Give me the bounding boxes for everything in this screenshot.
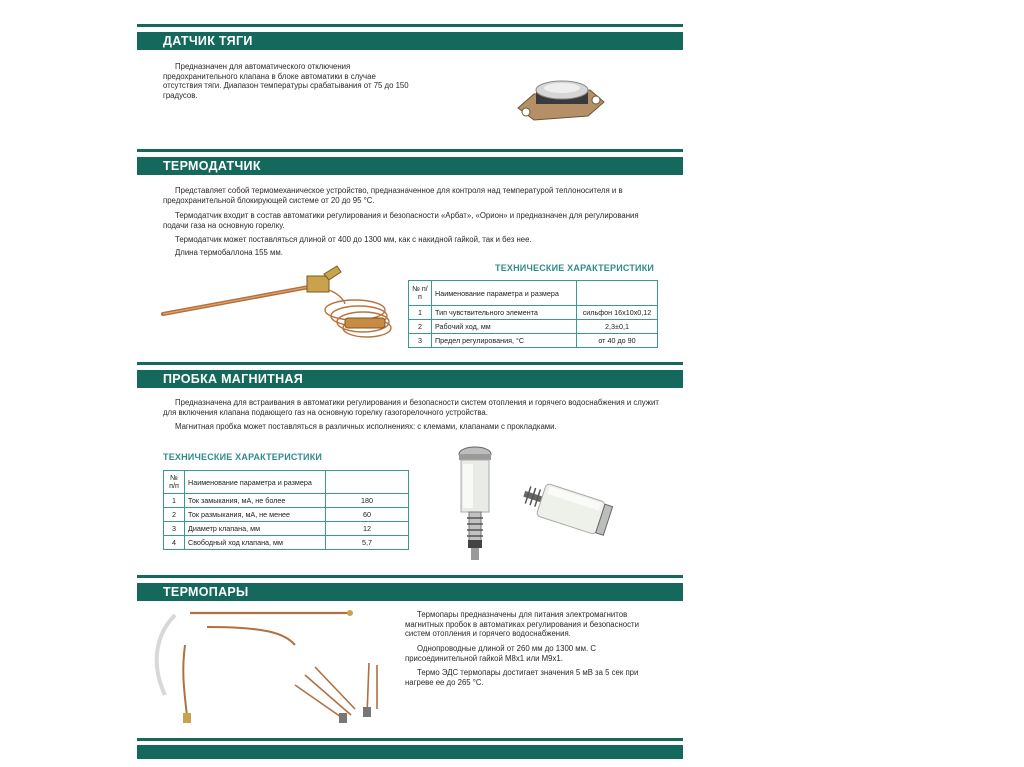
thermocouples-image [145, 605, 397, 735]
table-cell: 60 [326, 508, 409, 522]
divider-line [137, 362, 683, 365]
thermosensor-specs-table [408, 280, 658, 348]
table-cell: Диаметр клапана, мм [185, 522, 326, 536]
section-title: ПРОБКА МАГНИТНАЯ [163, 372, 304, 386]
table-cell: Тип чувствительного элемента [432, 306, 577, 320]
table-cell: 3 [164, 522, 185, 536]
magnetic-plug-specs-title: ТЕХНИЧЕСКИЕ ХАРАКТЕРИСТИКИ [163, 452, 323, 462]
table-cell: 3 [409, 334, 432, 348]
table-header-cell: Наименование параметра и размера [185, 471, 326, 494]
thermosensor-specs-title: ТЕХНИЧЕСКИЕ ХАРАКТЕРИСТИКИ [495, 263, 655, 273]
table-cell: 2,3±0,1 [577, 320, 658, 334]
magnetic-plug-paragraph-1: Предназначена для встраивания в автоматики регулирования и безопасности систем отопления и горячего водоснабжения и служит для включения клапана подающего газ на основную горелку газогорелочного устройства. [163, 398, 659, 417]
table-cell: 180 [326, 494, 409, 508]
footer-bar [137, 745, 683, 759]
magnetic-plug-image [437, 440, 657, 565]
table-cell: 2 [409, 320, 432, 334]
draft-sensor-description: Предназначен для автоматического отключения предохранительного клапана в блоке автоматики в случае отсутствия тяги. Диапазон температуры срабатывания от 75 до 150 градусов. [163, 62, 409, 100]
section-header-thermosensor [137, 157, 683, 175]
table-cell: 1 [409, 306, 432, 320]
section-header-thermocouples [137, 583, 683, 601]
table-header-cell: № п/п [164, 471, 185, 494]
divider-line [137, 575, 683, 578]
divider-line [137, 24, 683, 27]
table-row [409, 334, 658, 348]
thermosensor-paragraph-1: Представляет собой термомеханическое устройство, предназначенное для контроля над температурой теплоносителя и в предохранительной блокирующей системе от 20 до 95 °С. [163, 186, 623, 205]
thermocouples-paragraph-2: Однопроводные длиной от 260 мм до 1300 мм. С присоединительной гайкой М8х1 или М9х1. [405, 644, 596, 663]
catalog-page [137, 0, 683, 767]
table-cell: Ток замыкания, мА, не более [185, 494, 326, 508]
divider-line [137, 738, 683, 741]
table-header-cell: № п/п [409, 281, 432, 306]
magnetic-plug-paragraph-2: Магнитная пробка может поставляться в различных исполнениях: с клемами, клапанами с прокладками. [175, 422, 557, 431]
section-title: ДАТЧИК ТЯГИ [163, 34, 253, 48]
table-cell: от 40 до 90 [577, 334, 658, 348]
table-cell: 12 [326, 522, 409, 536]
table-cell: Свободный ход клапана, мм [185, 536, 326, 550]
table-cell: Рабочий ход, мм [432, 320, 577, 334]
table-row [409, 320, 658, 334]
section-header-magnetic-plug [137, 370, 683, 388]
table-row [164, 536, 409, 550]
table-row [164, 494, 409, 508]
table-row [164, 508, 409, 522]
divider-line [137, 149, 683, 152]
thermosensor-paragraph-2: Термодатчик входит в состав автоматики регулирования и безопасности «Арбат», «Орион» и предназначен для регулирования подачи газа на основную горелку. [163, 211, 639, 230]
section-title: ТЕРМОДАТЧИК [163, 159, 261, 173]
table-cell: 2 [164, 508, 185, 522]
section-title: ТЕРМОПАРЫ [163, 585, 249, 599]
table-row [164, 522, 409, 536]
thermosensor-paragraph-3: Термодатчик может поставляться длиной от 400 до 1300 мм, как с накидной гайкой, так и без нее. [175, 235, 532, 244]
section-header-draft-sensor [137, 32, 683, 50]
table-row [409, 306, 658, 320]
table-cell: 4 [164, 536, 185, 550]
table-header-cell [326, 471, 409, 494]
thermocouples-paragraph-3: Термо ЭДС термопары достигает значения 5 мВ за 5 сек при нагреве ее до 265 °С. [405, 668, 639, 687]
table-cell: сильфон 16х10х0,12 [577, 306, 658, 320]
table-cell: 5,7 [326, 536, 409, 550]
table-header-cell: Наименование параметра и размера [432, 281, 577, 306]
table-cell: Предел регулирования, °С [432, 334, 577, 348]
thermosensor-paragraph-4: Длина термобаллона 155 мм. [175, 248, 283, 257]
magnetic-plug-specs-table [163, 470, 409, 550]
table-cell: 1 [164, 494, 185, 508]
table-cell: Ток размыкания, мА, не менее [185, 508, 326, 522]
table-header-cell [577, 281, 658, 306]
draft-sensor-image [512, 68, 607, 130]
thermosensor-image [159, 262, 399, 347]
table-header-row [409, 281, 658, 306]
thermocouples-paragraph-1: Термопары предназначены для питания электромагнитов магнитных пробок в автоматиках регулирования и безопасности систем отопления и горячего водоснабжения. [405, 610, 639, 639]
table-header-row [164, 471, 409, 494]
